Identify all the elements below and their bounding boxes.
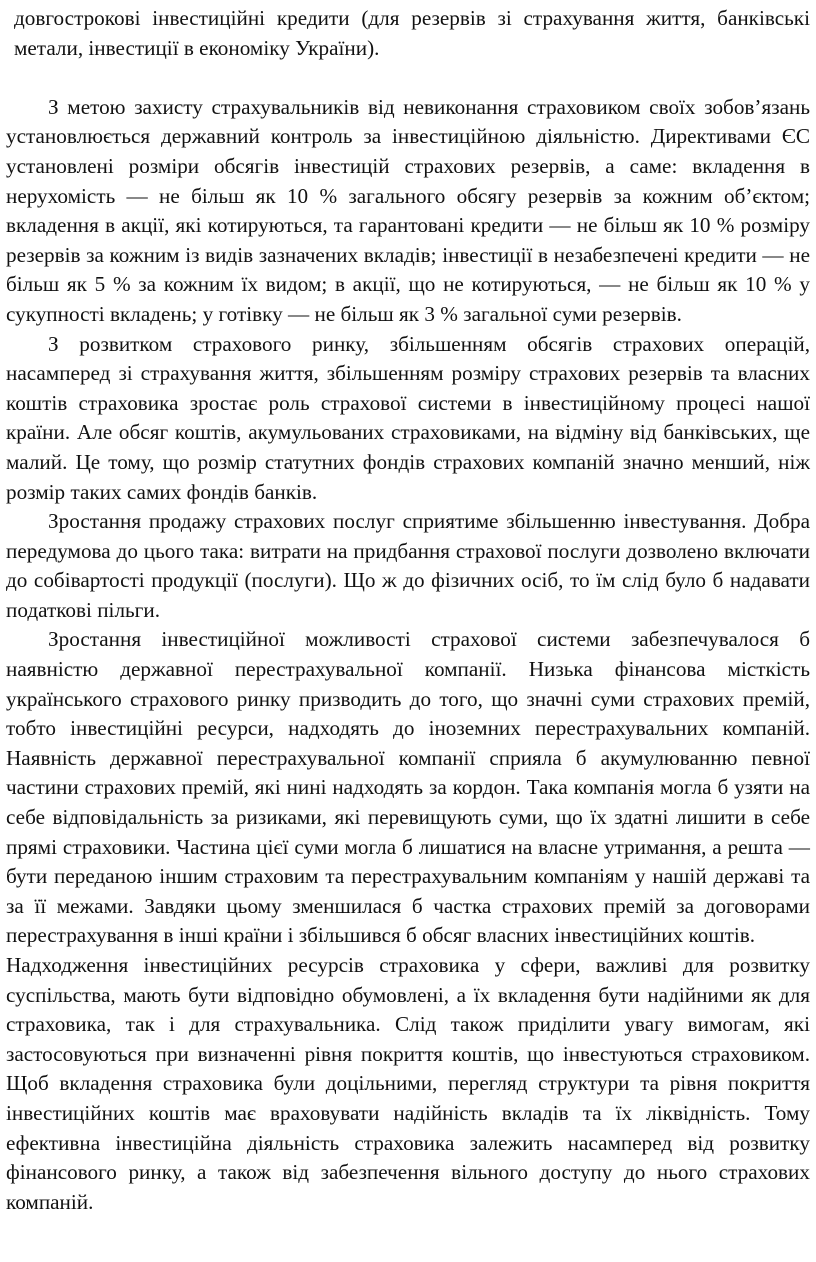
- paragraph-investment-list-continuation: довгострокові інвестиційні кредити (для резервів зі страхування життя, банківські метали, інвестиції в економіку України).: [14, 6, 810, 60]
- paragraph-sales-growth: Зростання продажу страхових послуг сприятиме збільшенню інвестування. Добра передумова до цього така: витрати на придбання страхової послуги дозволено включати до собівартості продукції (послуги). Що ж до фізичних осіб, то їм слід було б надавати податкові пільги.: [6, 509, 810, 622]
- paragraph-state-reinsurance: Зростання інвестиційної можливості страхової системи забезпечувалося б наявністю державної перестрахувальної компанії. Низька фінансова місткість українського страхового ринку призводить до того, що значні суми страхових премій, тобто інвестиційні ресурси, надходять до іноземних перестрахувальних компаній. Наявність державної перестрахувальної компанії сприяла б акумулюванню певної частини страхових премій, які нині надходять за кордон. Така компанія могла б узяти на себе відповідальність за ризиками, які перевищують суми, що їх здатні лишити в себе прямі страховики. Частина цієї суми могла б лишатися на власне утримання, а решта — бути переданою іншим страховим та перестрахувальним компаніям у нашій державі та за її межами. Завдяки цьому зменшилася б частка страхових премій за договорами перестрахування в інші країни і збільшився б обсяг власних інвестиційних коштів.: [6, 627, 810, 948]
- paragraph-state-control: З метою захисту страхувальників від невиконання страховиком своїх зобов’язань установлюється державний контроль за інвестиційною діяльністю. Директивами ЄС установлені розміри обсягів інвестицій страхових резервів, а саме: вкладення в нерухомість — не більш як 10 % загального обсягу резервів за кожним об’єктом; вкладення в акції, які котируються, та гарантовані кредити — не більш як 10 % розміру резервів за кожним із видів зазначених вкладів; інвестиції в незабезпечені кредити — не більш як 5 % за кожним їх видом; в акції, що не котируються, — не більш як 10 % у сукупності вкладень; у готівку — не більш як 3 % загальної суми резервів.: [6, 94, 810, 326]
- paragraph-investment-resources: Надходження інвестиційних ресурсів страховика у сфери, важливі для розвитку суспільства, мають бути відповідно обумовлені, а їх вкладення бути надійними як для страховика, так і для страхувальника. Слід також приділити увагу вимогам, які застосовуються при визначенні рівня покриття коштів, що інвестуються страховиком. Щоб вкладення страховика були доцільними, перегляд структури та рівня покриття інвестиційних коштів має враховувати надійність вкладів та їх ліквідність. Тому ефективна інвестиційна діяльність страховика залежить насамперед від розвитку фінансового ринку, а також від забезпечення вільного доступу до нього страхових компаній.: [6, 953, 810, 1214]
- paragraph-gap: [6, 63, 810, 93]
- paragraph-market-development: З розвитком страхового ринку, збільшенням обсягів страхових операцій, насамперед зі страхування життя, збільшенням розміру страхових резервів та власних коштів страховика зростає роль страхової системи в інвестиційному процесі нашої країни. Але обсяг коштів, акумульованих страховиками, на відміну від банківських, ще малий. Це тому, що розмір статутних фондів страхових компаній значно менший, ніж розмір таких самих фондів банків.: [6, 331, 810, 504]
